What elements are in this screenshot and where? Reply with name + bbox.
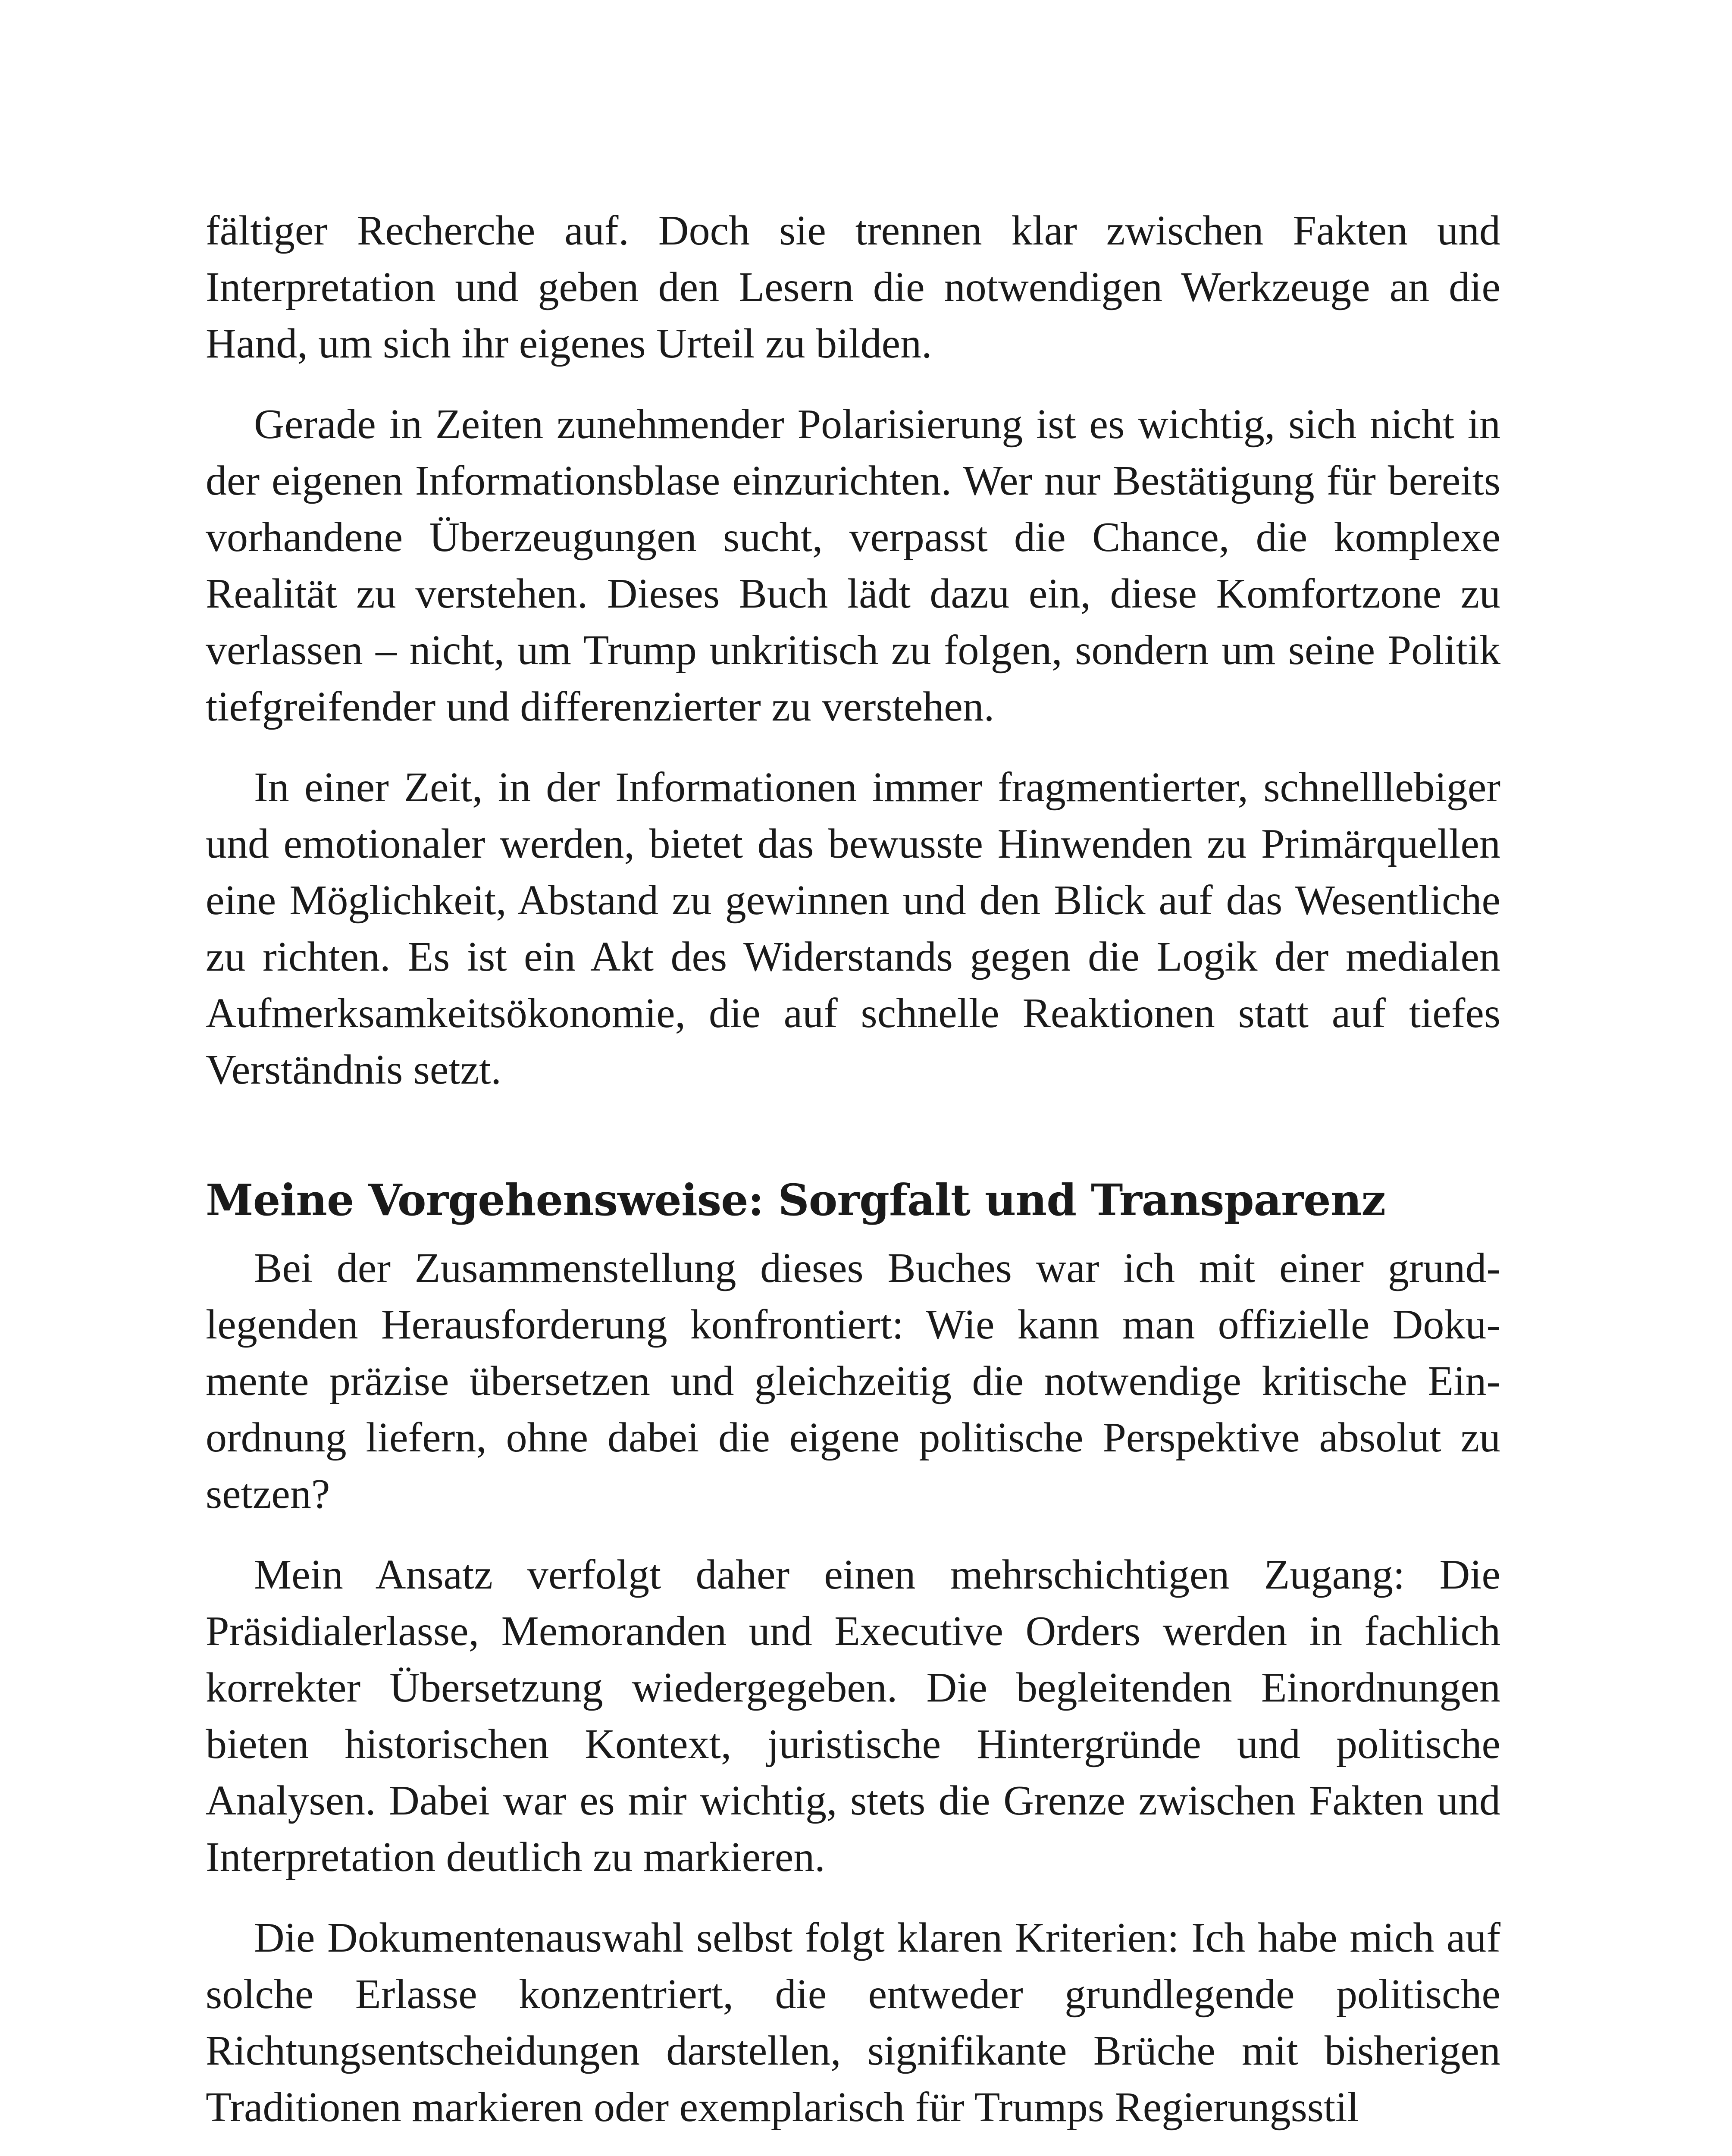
paragraph: Bei der Zusammenstellung dieses Buches war ich mit einer grundlegenden Herausforderung konfrontiert: Wie kann man offizielle Dokumente präzise übersetzen und gleichzeitig die notwendige kritische Einordnung liefern, ohne dabei die eigene politische Perspektive absolut zu setzen? [206,1245,1500,1517]
paragraph: In einer Zeit, in der Informationen immer fragmentierter, schnelllebiger und emotionaler werden, bietet das bewusste Hinwenden zu Primärquellen eine Möglichkeit, Abstand zu gewinnen und den Blick auf das Wesentliche zu richten. Es ist ein Akt des Widerstands gegen die Logik der medialen Aufmerksamkeitsökonomie, die auf schnelle Reaktionen statt auf tiefes Verständnis setzt. [206,764,1500,1093]
section-heading: Meine Vorgehensweise: Sorgfalt und Transparenz [206,1175,1386,1225]
paragraph: fältiger Recherche auf. Doch sie trennen klar zwischen Fakten und Interpretation und geben den Lesern die notwendigen Werkzeuge an die Hand, um sich ihr eigenes Urteil zu bilden. [206,207,1500,367]
paragraph: Gerade in Zeiten zunehmender Polarisierung ist es wichtig, sich nicht in der eigenen Informationsblase einzurichten. Wer nur Bestätigung für bereits vorhandene Überzeugungen sucht, verpasst die Chance, die komplexe Realität zu verstehen. Dieses Buch lädt dazu ein, diese Komfortzone zu verlassen – nicht, um Trump unkritisch zu folgen, sondern um seine Politik tiefgreifender und differenzierter zu verstehen. [206,401,1500,730]
paragraph: Mein Ansatz verfolgt daher einen mehrschichtigen Zugang: Die Präsidialerlasse, Memoranden und Executive Orders werden in fachlich korrekter Übersetzung wiedergegeben. Die begleitenden Einordnungen bieten historischen Kontext, juristische Hintergründe und politische Analysen. Dabei war es mir wichtig, stets die Grenze zwischen Fakten und Interpretation deutlich zu markieren. [206,1551,1500,1880]
paragraph: Die Dokumentenauswahl selbst folgt klaren Kriterien: Ich habe mich auf solche Erlasse konzentriert, die entweder grundlegende politische Richtungsentscheidungen darstellen, signifikante Brüche mit bisherigen Traditionen markieren oder exemplarisch für Trumps Regierungsstil [206,1915,1500,2131]
page-body [206,203,1500,2136]
